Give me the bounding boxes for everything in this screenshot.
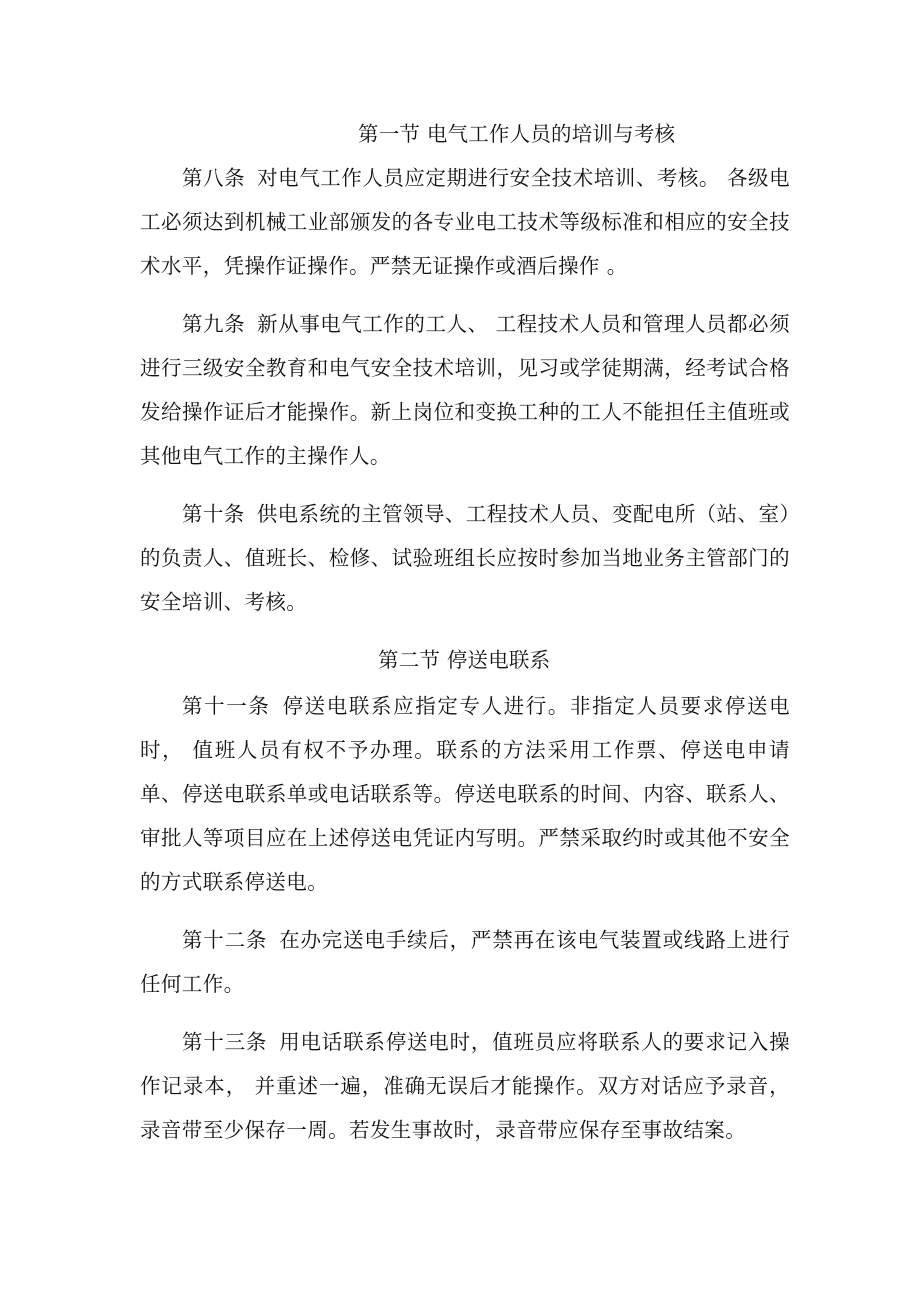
article-8 [140,156,790,288]
article-text: 新从事电气工作的工人、 工程技术人员和管理人员都必须进行三级安全教育和电气安全技术培训，见习或学徒期满，经考试合格发给操作证后才能操作。新上岗位和变换工种的工人不能担任主值班或其他电气工作的主操作人。 [140,312,790,468]
article-number: 第十一条 [182,694,271,718]
article-number: 第十三条 [182,1030,268,1054]
section-heading-2: 第二节 停送电联系 [378,648,551,672]
article-12 [140,918,790,1006]
section-heading-1: 第一节 电气工作人员的培训与考核 [358,122,676,146]
article-number: 第十条 [182,502,245,526]
article-number: 第九条 [182,312,246,336]
article-9 [140,302,790,478]
article-text: 在办完送电手续后，严禁再在该电气装置或线路上进行任何工作。 [140,928,790,996]
document-page [140,112,790,1166]
article-10 [140,492,790,624]
article-text: 对电气工作人员应定期进行安全技术培训、考核。 各级电工必须达到机械工业部颁发的各专业电工技术等级标准和相应的安全技术水平，凭操作证操作。严禁无证操作或酒后操作 。 [140,166,790,278]
article-text: 供电系统的主管领导、工程技术人员、变配电所（站、室）的负责人、值班长、检修、试验班组长应按时参加当地业务主管部门的安全培训、考核。 [140,502,790,614]
article-text: 用电话联系停送电时，值班员应将联系人的要求记入操作记录本， 并重述一遍，准确无误后才能操作。双方对话应予录音，录音带至少保存一周。若发生事故时，录音带应保存至事故结案。 [140,1030,790,1142]
article-number: 第八条 [182,166,246,190]
article-number: 第十二条 [182,928,268,952]
article-11 [140,684,790,904]
article-text: 停送电联系应指定专人进行。非指定人员要求停送电时， 值班人员有权不予办理。联系的方法采用工作票、停送电申请单、停送电联系单或电话联系等。停送电联系的时间、内容、联系人、审批人等项目应在上述停送电凭证内写明。严禁采取约时或其他不安全的方式联系停送电。 [140,694,790,894]
article-13 [140,1020,790,1152]
